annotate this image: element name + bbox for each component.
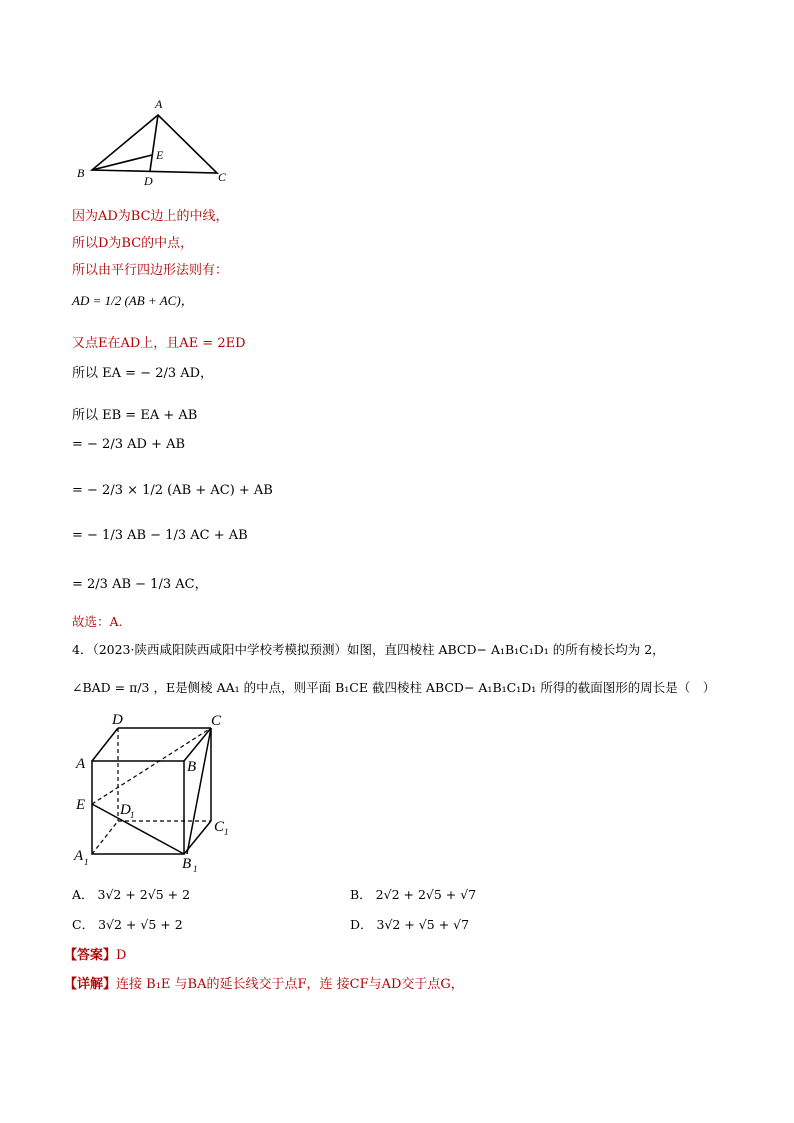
label-D: D	[112, 712, 123, 728]
option-A-value: 3√2 + 2√5 + 2	[97, 887, 191, 902]
label-B1-sub: 1	[193, 864, 198, 874]
answer-row	[64, 944, 126, 963]
label-A: A	[76, 756, 86, 772]
equation-6: = − 1/3 AB − 1/3 AC + AB	[72, 528, 248, 543]
triangle-figure	[70, 95, 240, 190]
detail-label: 【详解】	[64, 977, 117, 992]
label-C: C	[211, 713, 222, 729]
label-E: E	[76, 797, 86, 813]
label-A: A	[155, 97, 163, 111]
equation-2: 所以 EA = − 2/3 AD，	[72, 366, 214, 381]
label-D: D	[144, 174, 153, 188]
label-D1: D	[120, 802, 131, 818]
equation-7: = 2/3 AB − 1/3 AC，	[72, 577, 208, 592]
solution-line-1: 因为AD为BC边上的中线，	[72, 209, 229, 224]
question-4-line-2: ∠BAD = π/3 ，E是侧棱 AA₁ 的中点，则平面 B₁CE 截四棱柱 ABCD− A₁B₁C₁D₁ 所得的截面图形的周长是（ ）	[72, 680, 716, 695]
label-B: B	[77, 166, 85, 180]
label-A1-sub: 1	[84, 857, 89, 867]
option-D-value: 3√2 + √5 + √7	[376, 917, 470, 932]
prism-figure	[70, 708, 245, 876]
equation-4: = − 2/3 AD + AB	[72, 437, 186, 452]
label-C: C	[218, 170, 227, 184]
label-B1: B	[182, 856, 192, 872]
detail-text: 连接 B₁E 与BA的延长线交于点F，连 接CF与AD交于点G，	[116, 977, 464, 992]
label-C1-sub: 1	[224, 827, 229, 837]
option-A[interactable]	[72, 885, 190, 903]
solution-line-2: 所以D为BC的中点，	[72, 236, 194, 251]
option-D-key: D．	[350, 917, 373, 932]
option-C-value: 3√2 + √5 + 2	[98, 917, 183, 932]
solution-line-5: 又点E在AD上，且AE = 2ED	[72, 336, 246, 351]
label-E: E	[156, 148, 164, 162]
option-D[interactable]	[350, 915, 469, 933]
equation-3: 所以 EB = EA + AB	[72, 408, 198, 423]
answer-choice: 故选：A.	[72, 614, 123, 629]
option-A-key: A．	[72, 887, 94, 902]
answer-value: D	[116, 948, 127, 963]
equation-5: = − 2/3 × 1/2 (AB + AC) + AB	[72, 483, 273, 498]
detail-row	[64, 973, 464, 992]
label-B: B	[187, 759, 197, 775]
label-A1: A	[74, 848, 84, 864]
option-B-key: B．	[350, 887, 372, 902]
label-C1: C	[214, 819, 225, 835]
option-B-value: 2√2 + 2√5 + √7	[375, 887, 477, 902]
option-C[interactable]	[72, 915, 183, 933]
equation-1: AD = 1/2 (AB + AC)，	[72, 293, 194, 308]
option-C-key: C．	[72, 917, 95, 932]
label-D1-sub: 1	[130, 810, 135, 820]
solution-line-3: 所以由平行四边形法则有：	[72, 263, 229, 278]
answer-label: 【答案】	[64, 948, 117, 963]
option-B[interactable]	[350, 885, 476, 903]
question-4-line-1: 4．（2023·陕西咸阳陕西咸阳中学校考模拟预测）如图，直四棱柱 ABCD− A₁B₁C₁D₁ 的所有棱长均为 2，	[72, 642, 665, 657]
